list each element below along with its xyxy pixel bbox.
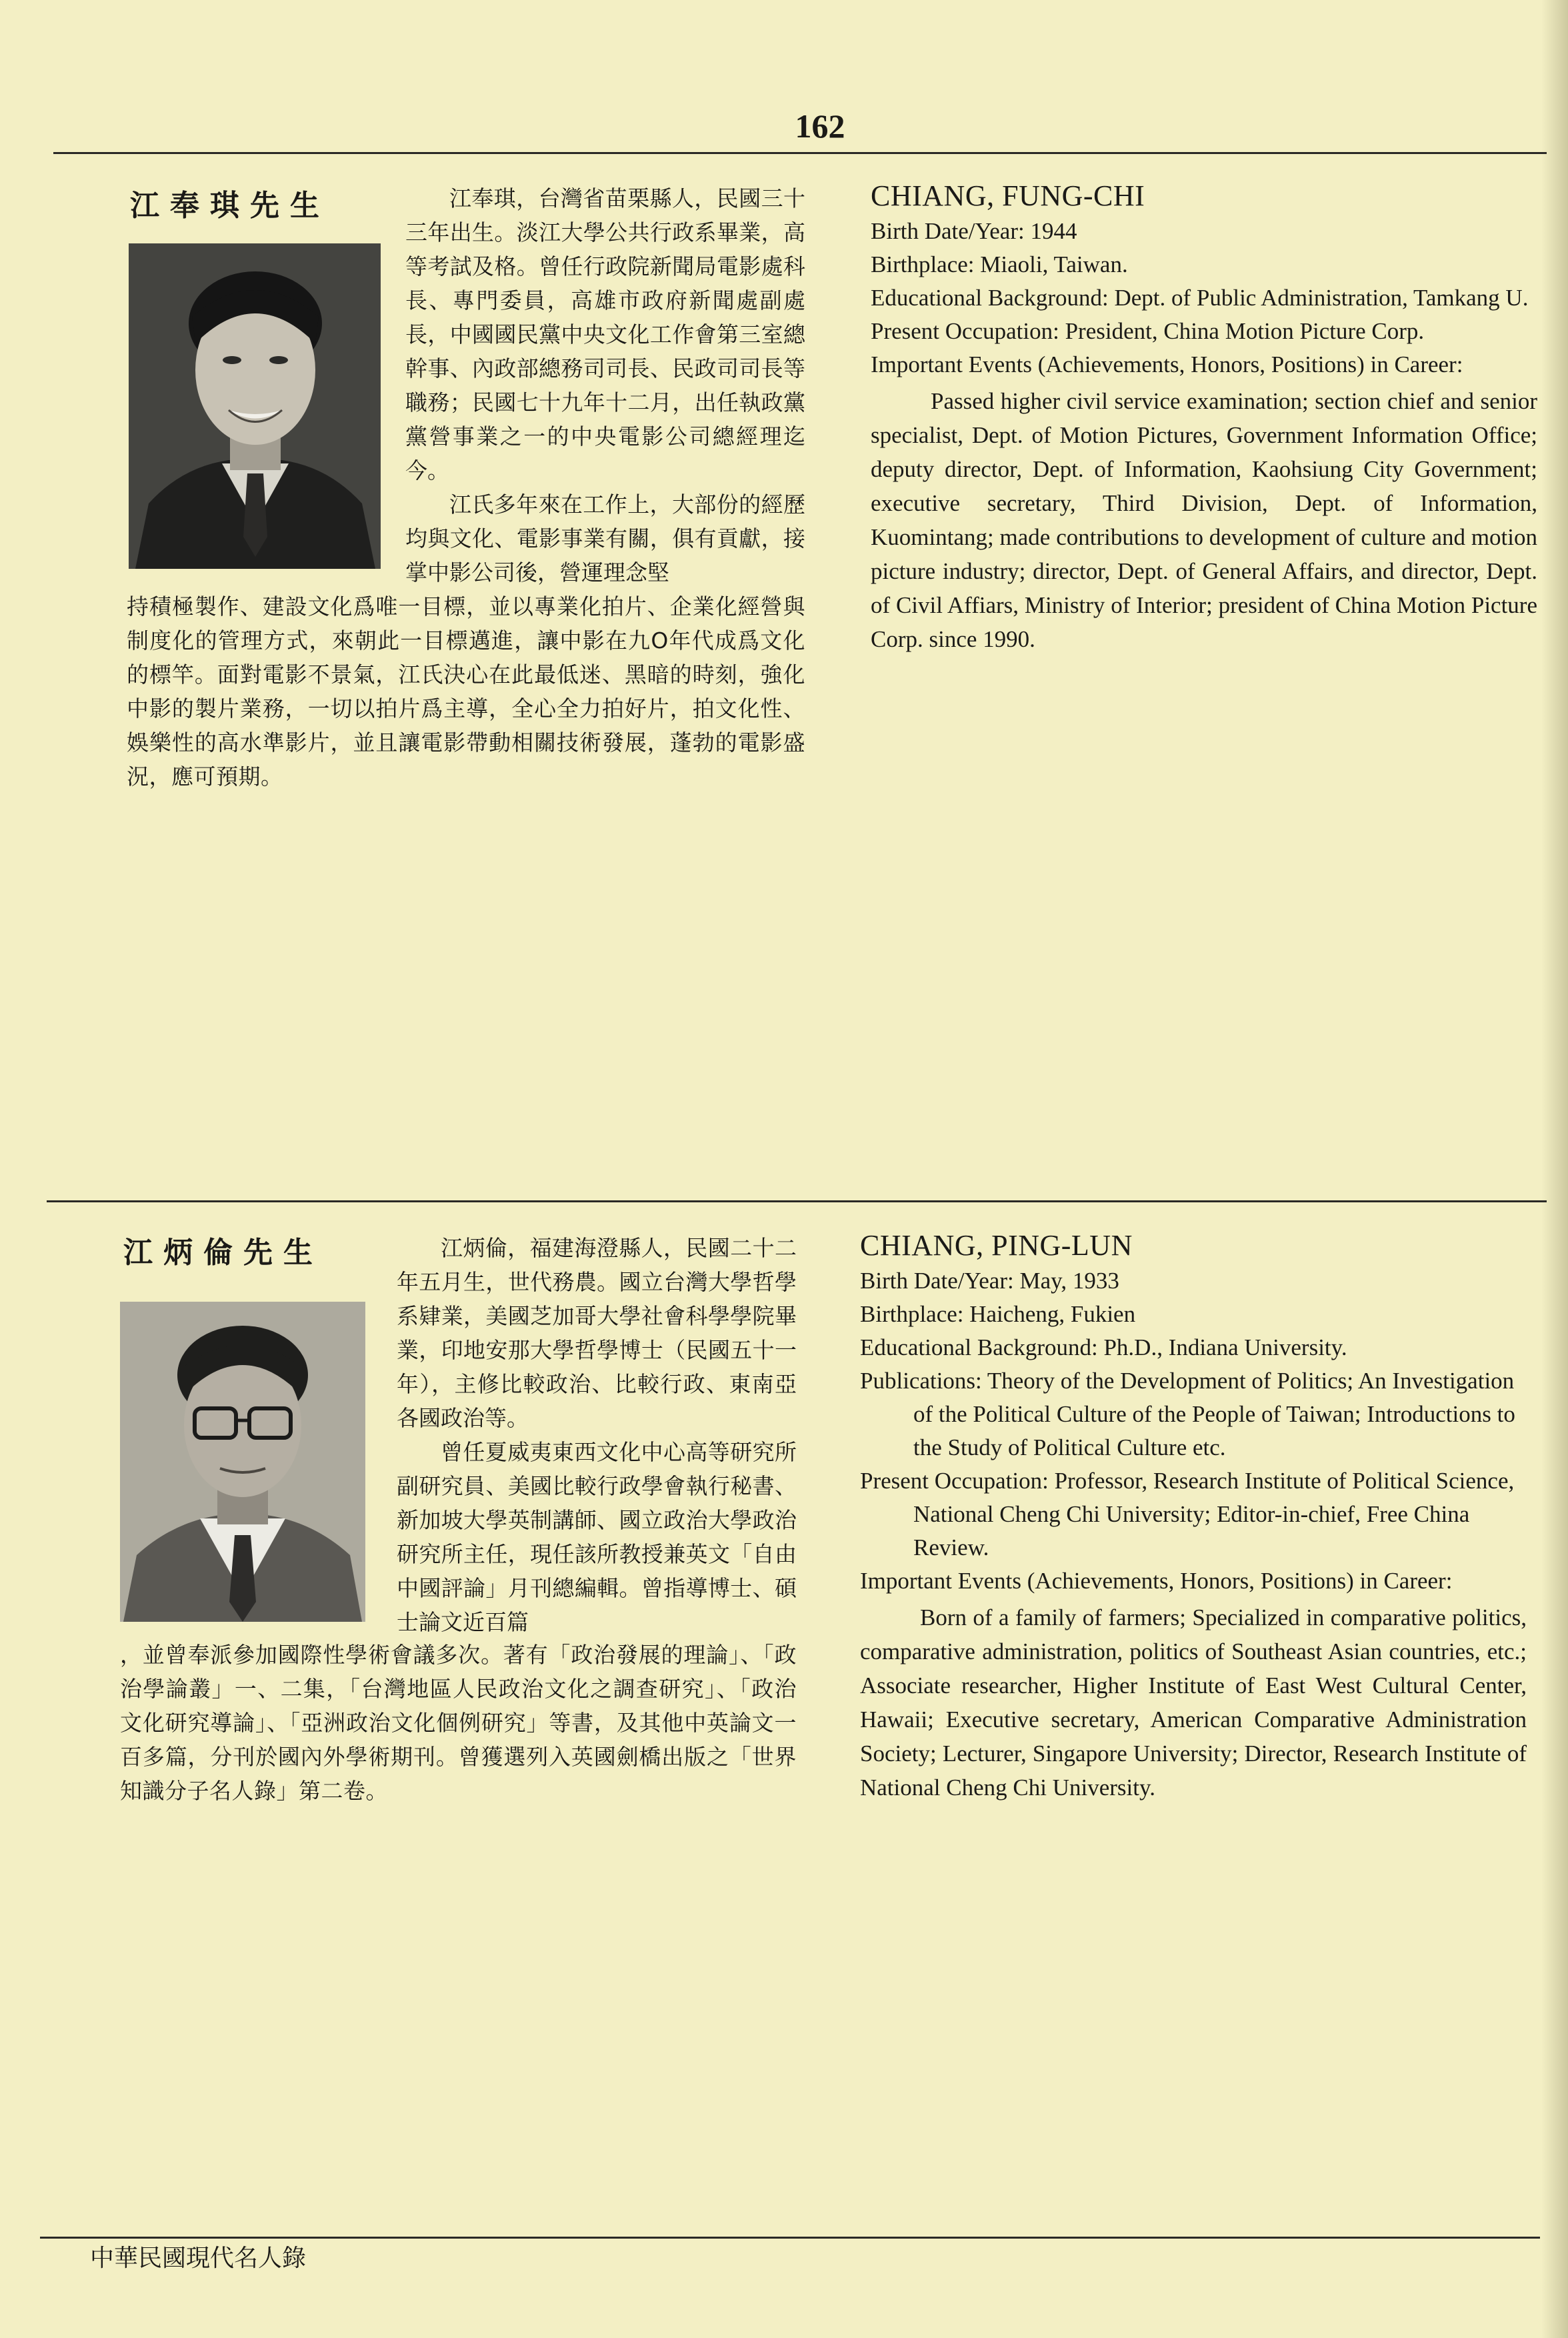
entry-1-english-block [871, 177, 1537, 656]
entry-2-bio-cn-bottom [120, 1638, 797, 1808]
entry-1-education: Educational Background: Dept. of Public Administration, Tamkang U. [871, 285, 1529, 311]
entry-2-occupation: Present Occupation: Professor, Research Institute of Political Science, National Cheng Chi University; Editor-in-chief, Free China Review. [860, 1468, 1515, 1560]
entry-1-portrait-photo [129, 243, 381, 569]
entry-2-birth: Birth Date/Year: May, 1933 [860, 1268, 1119, 1294]
entry-1-bio-cn-top [405, 181, 805, 590]
entry-2-events-label: Important Events (Achievements, Honors, Positions) in Career: [860, 1568, 1453, 1594]
entry-1-bio-cn-bottom [127, 590, 805, 794]
entry-1-bio-cn-para1: 江奉琪，台灣省苗栗縣人，民國三十三年出生。淡江大學公共行政系畢業，高等考試及格。曾任行政院新聞局電影處科長、專門委員，高雄市政府新聞處副處長，中國國民黨中央文化工作會第三室總幹事、內政部總務司司長、民政司司長等職務；民國七十九年十二月，出任執政黨黨營事業之一的中央電影公司總經理迄今。 [405, 185, 805, 483]
entry-2-name-en: CHIANG, PING-LUN [860, 1229, 1133, 1262]
entry-1-bio-cn-para2b: 持積極製作、建設文化爲唯一目標，並以專業化拍片、企業化經營與制度化的管理方式，來朝此一目標邁進，讓中影在九O年代成爲文化的標竿。面對電影不景氣，江氏決心在此最低迷、黑暗的時刻，強化中影的製片業務，一切以拍片爲主導，全心全力拍好片，拍文化性、娛樂性的高水準影片，並且讓電影帶動相關技術發展，蓬勃的電影盛況，應可預期。 [127, 594, 805, 790]
entry-1-name-en: CHIANG, FUNG-CHI [871, 179, 1145, 212]
entry-1-occupation: Present Occupation: President, China Motion Picture Corp. [871, 318, 1425, 344]
footer-book-title: 中華民國現代名人錄 [90, 2245, 307, 2272]
entry-2-portrait-photo [120, 1302, 365, 1622]
entry-2-english-block [860, 1227, 1527, 1805]
entry-2-education: Educational Background: Ph.D., Indiana University. [860, 1334, 1347, 1360]
entry-1-events-label: Important Events (Achievements, Honors, Positions) in Career: [871, 351, 1463, 377]
top-rule [53, 152, 1547, 154]
entry-2-bio-cn-para1: 江炳倫，福建海澄縣人，民國二十二年五月生，世代務農。國立台灣大學哲學系肄業，美國芝加哥大學社會科學學院畢業，印地安那大學哲學博士（民國五十一年），主修比較政治、比較行政、東南亞各國政治等。 [397, 1235, 797, 1431]
entry-1-bio-cn-para2a: 江氏多年來在工作上，大部份的經歷均與文化、電影事業有關，俱有貢獻，接掌中影公司後，營運理念堅 [405, 491, 805, 586]
page-number: 162 [795, 107, 845, 145]
entry-1-name-cn: 江奉琪先生 [130, 189, 330, 223]
entry-2-bio-cn-para2b: ，並曾奉派參加國際性學術會議多次。著有「政治發展的理論」、「政治學論叢」一、二集，「台灣地區人民政治文化之調查研究」、「政治文化研究導論」、「亞洲政治文化個例研究」等書，及其他中英論文一百多篇，分刊於國內外學術期刊。曾獲選列入英國劍橋出版之「世界知識分子名人錄」第二卷。 [120, 1642, 797, 1804]
entry-2-events-text: Born of a family of farmers; Specialized in comparative politics, comparative administration, politics of Southeast Asian countries, etc.; Associate researcher, Higher Institute of East West Cultural Center, Hawaii; Executive secretary, American Comparative Administration Society; Lecturer, Singapore University; Director, Research Institute of National Cheng Chi University. [860, 1604, 1527, 1801]
middle-rule [47, 1200, 1547, 1202]
entry-2-bio-cn-top [397, 1231, 797, 1639]
entry-2-bio-cn-para2a: 曾任夏威夷東西文化中心高等研究所副研究員、美國比較行政學會執行秘書、新加坡大學英制講師、國立政治大學政治研究所主任，現任該所教授兼英文「自由中國評論」月刊總編輯。曾指導博士、碩士論文近百篇 [397, 1439, 797, 1635]
entry-1-events-text: Passed higher civil service examination; section chief and senior specialist, Dept. of Motion Pictures, Government Information Office; deputy director, Dept. of Information, Kaohsiung City Government; executive secretary, Third Division, Dept. of Information, Kuomintang; made contributions to development of culture and motion picture industry; director, Dept. of General Affairs, and director, Dept. of Civil Affiars, Ministry of Interior; president of China Motion Picture Corp. since 1990. [871, 388, 1537, 652]
entry-1-birth: Birth Date/Year: 1944 [871, 218, 1077, 244]
entry-2-publications: Publications: Theory of the Development of Politics; An Investigation of the Political Culture of the People of Taiwan; Introductions to the Study of Political Culture etc. [860, 1368, 1515, 1460]
entry-2-name-cn: 江炳倫先生 [123, 1236, 323, 1270]
entry-1-birthplace: Birthplace: Miaoli, Taiwan. [871, 251, 1128, 277]
entry-2-birthplace: Birthplace: Haicheng, Fukien [860, 1301, 1136, 1327]
bottom-rule [40, 2237, 1540, 2239]
page-edge-shadow [1541, 0, 1568, 2338]
